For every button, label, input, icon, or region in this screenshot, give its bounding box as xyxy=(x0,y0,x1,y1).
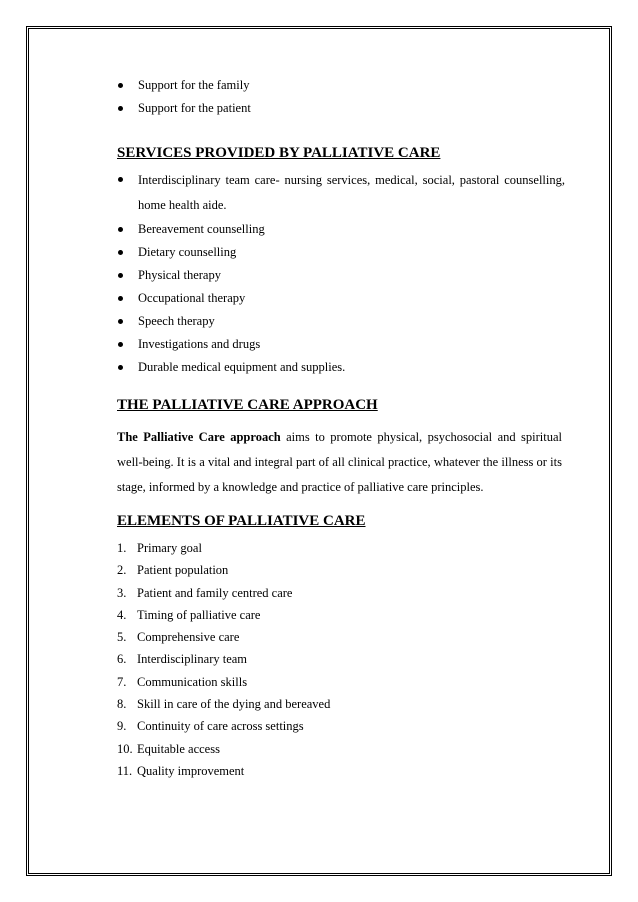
bullet-icon xyxy=(118,250,123,255)
bullet-icon xyxy=(118,227,123,232)
list-item xyxy=(115,356,565,379)
list-item xyxy=(117,671,330,693)
list-number: 1. xyxy=(117,541,127,555)
list-item xyxy=(115,97,251,120)
bullet-icon xyxy=(118,342,123,347)
list-number: 7. xyxy=(117,674,127,689)
list-item-text: Patient population xyxy=(137,563,229,578)
bullet-icon xyxy=(118,106,123,111)
services-bullet-list xyxy=(115,168,565,379)
bullet-icon xyxy=(118,273,123,278)
list-number: 5. xyxy=(117,630,127,645)
list-item xyxy=(117,715,330,737)
list-item-text: Primary goal xyxy=(137,541,202,555)
list-item xyxy=(115,168,565,218)
elements-numbered-list xyxy=(117,537,330,782)
list-item xyxy=(115,287,565,310)
list-item xyxy=(117,626,330,648)
list-item-text: Comprehensive care xyxy=(137,630,240,645)
list-item xyxy=(117,693,330,715)
list-item-text: Investigations and drugs xyxy=(138,337,261,351)
list-number: 11. xyxy=(117,763,133,778)
list-item-text: Dietary counselling xyxy=(138,245,237,259)
elements-heading: ELEMENTS OF PALLIATIVE CARE xyxy=(117,513,366,529)
list-item xyxy=(117,648,330,670)
approach-lead-text: The Palliative Care approach xyxy=(117,430,281,444)
list-item-text: Speech therapy xyxy=(138,314,215,328)
list-number: 9. xyxy=(117,719,127,734)
list-item xyxy=(117,537,330,559)
list-item-text: Communication skills xyxy=(137,674,248,689)
list-number: 4. xyxy=(117,607,127,622)
list-item xyxy=(115,310,565,333)
list-item xyxy=(115,74,251,97)
list-number: 10. xyxy=(117,741,133,756)
list-item xyxy=(115,264,565,287)
list-item-text: Continuity of care across settings xyxy=(137,719,304,734)
list-item xyxy=(117,559,330,581)
bullet-icon xyxy=(118,83,123,88)
list-item-text: Skill in care of the dying and bereaved xyxy=(137,697,331,712)
list-item xyxy=(115,218,565,241)
list-item xyxy=(117,582,330,604)
list-item-text: Support for the patient xyxy=(138,101,251,115)
list-number: 8. xyxy=(117,697,127,712)
list-item-text: Quality improvement xyxy=(137,763,245,778)
approach-paragraph xyxy=(117,425,562,500)
approach-body-text: aims to promote physical, psychosocial and spiritual well-being. It is a vital and integral part of all clinical practice, whatever the illness or its stage, informed by a knowledge and practice of palliative care principles. xyxy=(117,430,563,494)
list-item-text: Timing of palliative care xyxy=(137,607,261,622)
bullet-icon xyxy=(118,365,123,370)
list-number: 3. xyxy=(117,585,127,600)
list-item xyxy=(115,241,565,264)
list-item-text: Durable medical equipment and supplies. xyxy=(138,360,346,374)
list-item-text: Occupational therapy xyxy=(138,291,246,305)
bullet-icon xyxy=(118,319,123,324)
list-item xyxy=(117,760,330,782)
list-item-text: Equitable access xyxy=(137,741,220,756)
bullet-icon xyxy=(118,177,123,182)
list-item-text: Interdisciplinary team care- nursing services, medical, social, pastoral counselling, home health aide. xyxy=(138,173,565,212)
list-item-text: Patient and family centred care xyxy=(137,585,293,600)
list-number: 6. xyxy=(117,652,127,667)
list-item xyxy=(117,738,330,760)
list-item xyxy=(117,604,330,626)
list-item-text: Support for the family xyxy=(138,78,250,92)
list-item-text: Physical therapy xyxy=(138,268,221,282)
list-number: 2. xyxy=(117,563,127,578)
services-heading: SERVICES PROVIDED BY PALLIATIVE CARE xyxy=(117,145,441,161)
list-item xyxy=(115,333,565,356)
list-item-text: Interdisciplinary team xyxy=(137,652,248,667)
list-item-text: Bereavement counselling xyxy=(138,222,265,236)
approach-heading: THE PALLIATIVE CARE APPROACH xyxy=(117,397,378,413)
intro-bullet-list xyxy=(115,74,251,120)
bullet-icon xyxy=(118,296,123,301)
